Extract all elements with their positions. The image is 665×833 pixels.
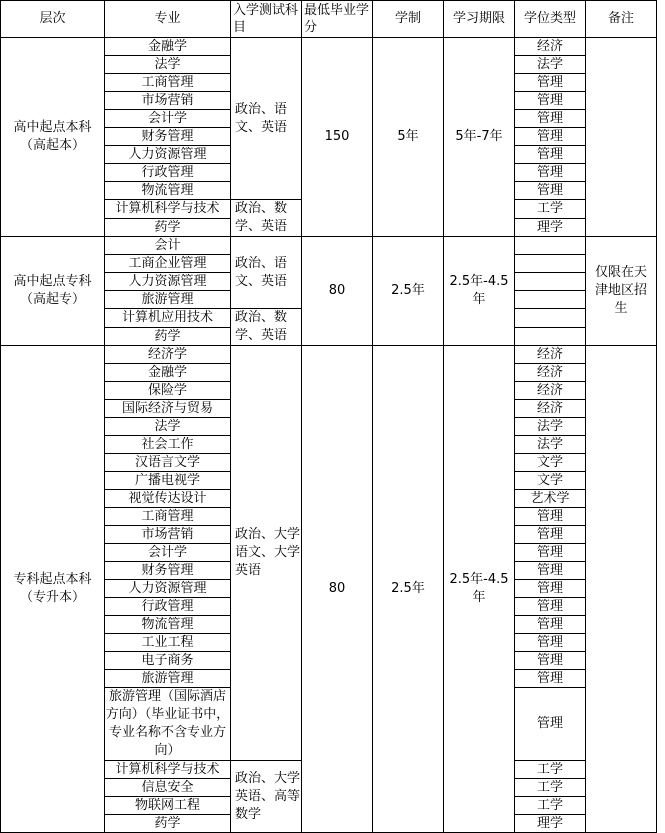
header-min-credits: 最低毕业学分 [302,1,373,38]
header-degree-type: 学位类型 [515,1,586,38]
degree-cell: 经济 [515,346,586,364]
degree-cell: 管理 [515,526,586,544]
major-cell: 财务管理 [105,562,231,580]
degree-cell: 理学 [515,815,586,833]
min-credits-cell: 150 [302,38,373,237]
duration-cell: 2.5年 [373,237,444,346]
major-cell: 行政管理 [105,598,231,616]
degree-cell: 管理 [515,580,586,598]
degree-cell: 管理 [515,616,586,634]
degree-cell: 工学 [515,761,586,779]
degree-cell: 管理 [515,74,586,92]
major-cell: 电子商务 [105,652,231,670]
major-cell: 经济学 [105,346,231,364]
exam-subjects-cell: 政治、语文、英语 [231,237,302,309]
major-cell: 人力资源管理 [105,580,231,598]
degree-cell: 管理 [515,146,586,164]
header-exam-subjects: 入学测试科目 [231,1,302,38]
major-cell: 信息安全 [105,779,231,797]
degree-cell [515,291,586,309]
major-cell: 旅游管理 [105,670,231,688]
major-cell: 工商企业管理 [105,255,231,273]
major-cell: 计算机应用技术 [105,309,231,328]
major-cell: 人力资源管理 [105,273,231,291]
major-cell: 药学 [105,327,231,346]
major-cell: 物联网工程 [105,797,231,815]
degree-cell [515,273,586,291]
degree-cell: 管理 [515,544,586,562]
degree-cell: 艺术学 [515,490,586,508]
duration-cell: 5年 [373,38,444,237]
major-cell: 视觉传达设计 [105,490,231,508]
exam-subjects-cell: 政治、大学语文、大学英语 [231,346,302,761]
degree-cell: 管理 [515,182,586,200]
header-major: 专业 [105,1,231,38]
major-cell: 工商管理 [105,74,231,92]
major-cell: 工商管理 [105,508,231,526]
major-cell: 工业工程 [105,634,231,652]
major-cell: 药学 [105,218,231,237]
major-cell: 人力资源管理 [105,146,231,164]
remarks-cell [586,38,657,237]
major-cell: 会计学 [105,544,231,562]
degree-cell: 经济 [515,400,586,418]
exam-subjects-cell: 政治、数学、英语 [231,200,302,237]
major-cell: 金融学 [105,364,231,382]
degree-cell: 法学 [515,436,586,454]
degree-cell: 工学 [515,779,586,797]
major-cell: 法学 [105,56,231,74]
exam-subjects-cell: 政治、大学英语、高等数学 [231,761,302,833]
degree-cell: 文学 [515,472,586,490]
degree-cell: 法学 [515,418,586,436]
degree-cell: 管理 [515,110,586,128]
degree-cell: 管理 [515,562,586,580]
major-cell: 国际经济与贸易 [105,400,231,418]
duration-cell: 2.5年 [373,346,444,833]
exam-subjects-cell: 政治、语文、英语 [231,38,302,200]
major-cell: 行政管理 [105,164,231,182]
header-study-period: 学习期限 [444,1,515,38]
degree-cell: 经济 [515,38,586,56]
remarks-cell [586,346,657,833]
degree-cell: 法学 [515,56,586,74]
major-cell: 计算机科学与技术 [105,200,231,219]
major-cell: 旅游管理 [105,291,231,309]
header-row [1,1,657,38]
major-cell: 广播电视学 [105,472,231,490]
major-cell: 物流管理 [105,616,231,634]
degree-cell: 工学 [515,797,586,815]
degree-cell: 管理 [515,670,586,688]
degree-cell [515,255,586,273]
study-period-cell: 5年-7年 [444,38,515,237]
major-cell: 财务管理 [105,128,231,146]
level-cell: 高中起点本科（高起本） [1,38,105,237]
degree-cell: 管理 [515,508,586,526]
major-cell: 计算机科学与技术 [105,761,231,779]
major-cell: 社会工作 [105,436,231,454]
min-credits-cell: 80 [302,237,373,346]
major-cell: 市场营销 [105,526,231,544]
degree-cell: 经济 [515,364,586,382]
degree-cell: 管理 [515,128,586,146]
degree-cell: 工学 [515,200,586,219]
degree-cell: 管理 [515,634,586,652]
major-cell: 会计学 [105,110,231,128]
header-level: 层次 [1,1,105,38]
level-cell: 高中起点专科（高起专） [1,237,105,346]
major-cell: 汉语言文学 [105,454,231,472]
major-cell: 法学 [105,418,231,436]
major-cell: 物流管理 [105,182,231,200]
major-cell: 金融学 [105,38,231,56]
degree-cell: 管理 [515,652,586,670]
degree-cell: 经济 [515,382,586,400]
degree-cell: 管理 [515,598,586,616]
min-credits-cell: 80 [302,346,373,833]
header-duration: 学制 [373,1,444,38]
major-cell: 市场营销 [105,92,231,110]
degree-cell: 管理 [515,688,586,761]
degree-cell: 管理 [515,164,586,182]
table-row [1,346,657,364]
degree-cell: 文学 [515,454,586,472]
degree-cell [515,309,586,328]
remarks-cell: 仅限在天津地区招生 [586,237,657,346]
table-row [1,237,657,255]
major-cell: 旅游管理（国际酒店方向）（毕业证书中，专业名称不含专业方向） [105,688,231,761]
degree-cell [515,327,586,346]
header-remarks: 备注 [586,1,657,38]
level-cell: 专科起点本科（专升本） [1,346,105,833]
major-cell: 药学 [105,815,231,833]
degree-cell: 理学 [515,218,586,237]
degree-cell [515,237,586,255]
study-period-cell: 2.5年-4.5年 [444,346,515,833]
exam-subjects-cell: 政治、数学、英语 [231,309,302,346]
degree-cell: 管理 [515,92,586,110]
table-row [1,38,657,56]
major-cell: 会计 [105,237,231,255]
study-period-cell: 2.5年-4.5年 [444,237,515,346]
major-cell: 保险学 [105,382,231,400]
